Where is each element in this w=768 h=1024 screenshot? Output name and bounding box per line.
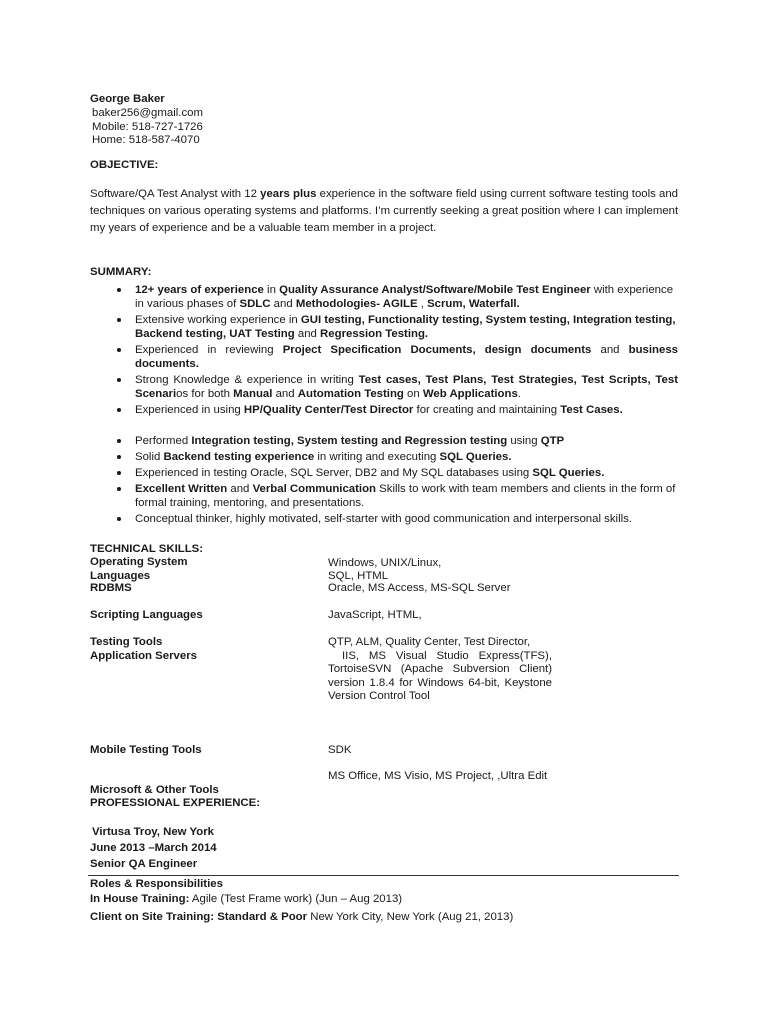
list-item: Extensive working experience in GUI testing, Functionality testing, System testing, Integration testing, Backend testing, UAT Testing and Regression Testing.	[135, 313, 678, 341]
company-location: Virtusa Troy, New York	[92, 826, 214, 838]
mobile-phone: Mobile: 518-727-1726	[92, 121, 203, 133]
skill-value-app-servers: IIS, MS Visual Studio Express(TFS), TortoiseSVN (Apache Subversion Client) version 1.8.4 for Windows 64-bit, Keystone Version Control Tool	[328, 650, 552, 703]
inhouse-training: In House Training: Agile (Test Frame work) (Jun – Aug 2013)	[90, 893, 403, 905]
skill-label-os: Operating System	[90, 556, 188, 568]
skill-label-microsoft: Microsoft & Other Tools	[90, 784, 219, 796]
summary-list-2	[135, 434, 678, 528]
skill-value-languages: SQL, HTML	[328, 570, 389, 582]
email: baker256@gmail.com	[92, 107, 203, 119]
roles-heading: Roles & Responsibilities	[90, 878, 223, 890]
list-item: Performed Integration testing, System testing and Regression testing using QTP	[135, 434, 678, 448]
skill-label-testing-tools: Testing Tools	[90, 636, 163, 648]
skill-label-app-servers: Application Servers	[90, 650, 197, 662]
candidate-name: George Baker	[90, 93, 165, 105]
employment-dates: June 2013 –March 2014	[90, 842, 217, 854]
skill-value-os: Windows, UNIX/Linux,	[328, 557, 442, 569]
list-item: Experienced in reviewing Project Specification Documents, design documents and business documents.	[135, 344, 679, 370]
experience-heading: PROFESSIONAL EXPERIENCE:	[90, 797, 261, 809]
client-training: Client on Site Training: Standard & Poor New York City, New York (Aug 21, 2013)	[90, 911, 514, 923]
summary-heading: SUMMARY:	[90, 266, 152, 278]
summary-list-1	[135, 283, 678, 419]
skill-label-scripting: Scripting Languages	[90, 609, 203, 621]
skill-value-scripting: JavaScript, HTML,	[328, 609, 422, 621]
technical-skills-heading: TECHNICAL SKILLS:	[90, 543, 204, 555]
skill-value-microsoft: MS Office, MS Visio, MS Project, ,Ultra Edit	[328, 770, 548, 782]
list-item: Experienced in testing Oracle, SQL Server, DB2 and My SQL databases using SQL Queries.	[135, 466, 678, 480]
skill-label-rdbms: RDBMS	[90, 582, 132, 594]
list-item: Conceptual thinker, highly motivated, self-starter with good communication and interpersonal skills.	[135, 512, 678, 526]
list-item: Experienced in using HP/Quality Center/Test Director for creating and maintaining Test Cases.	[135, 403, 678, 417]
home-phone: Home: 518-587-4070	[92, 134, 200, 146]
list-item: 12+ years of experience in Quality Assurance Analyst/Software/Mobile Test Engineer with experience in various phases of SDLC and Methodologies- AGILE , Scrum, Waterfall.	[135, 283, 678, 311]
section-divider	[88, 875, 679, 876]
skill-value-mobile: SDK	[328, 744, 352, 756]
list-item: Excellent Written and Verbal Communication Skills to work with team members and clients in the form of formal training, mentoring, and presentations.	[135, 482, 678, 510]
skill-label-languages: Languages	[90, 570, 151, 582]
job-title: Senior QA Engineer	[90, 858, 198, 870]
objective-text: Software/QA Test Analyst with 12 years plus experience in the software field using current software testing tools and techniques on various operating systems and platforms. I’m currently seeking a great position where I can implement my years of experience and be a valuable team member in a project.	[90, 188, 679, 234]
list-item: Solid Backend testing experience in writing and executing SQL Queries.	[135, 450, 678, 464]
skill-label-mobile: Mobile Testing Tools	[90, 744, 202, 756]
list-item: Strong Knowledge & experience in writing Test cases, Test Plans, Test Strategies, Test Scripts, Test Scenarios for both Manual and Automation Testing on Web Applications.	[135, 374, 679, 400]
skill-value-testing-tools: QTP, ALM, Quality Center, Test Director,	[328, 636, 531, 648]
skill-value-rdbms: Oracle, MS Access, MS-SQL Server	[328, 582, 511, 594]
objective-heading: OBJECTIVE:	[90, 159, 159, 171]
